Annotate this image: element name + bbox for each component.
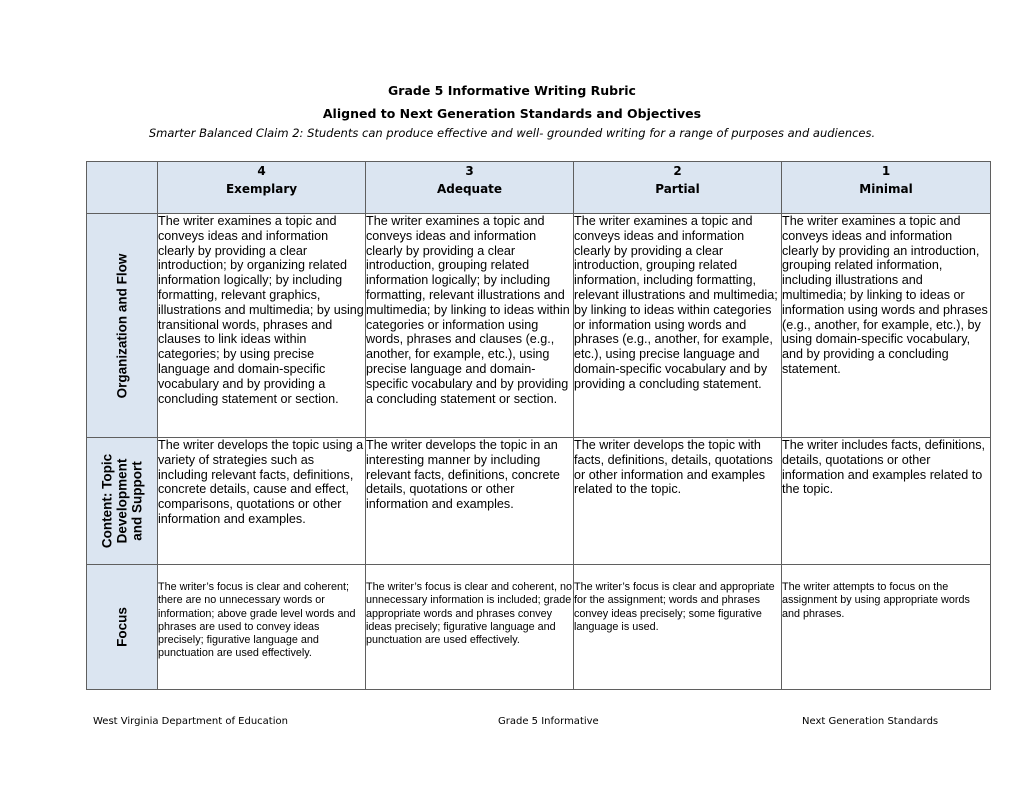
row-label-cell [87,438,158,565]
row-label-cell [87,214,158,438]
rubric-cell: The writer examines a topic and conveys ideas and information clearly by providing a clear introduction, grouping related information, including formatting, relevant illustrations and multimedia; by linking to ideas within categories or information using words and phrases (e.g., another, for example, etc.), using precise language and domain-specific vocabulary and by providing a concluding statement. [574,214,782,438]
column-score: 2 [673,164,682,178]
rubric-cell: The writer’s focus is clear and coherent; there are no unnecessary words or information; above grade level words and phrases are used to convey ideas precisely; figurative language and punctuation are used effectively. [158,565,366,690]
page-title: Grade 5 Informative Writing Rubric [388,83,636,98]
rubric-cell: The writer examines a topic and conveys ideas and information clearly by providing a clear introduction; by organizing related information logically; by including formatting, relevant graphics, illustrations and multimedia; by using transitional words, phrases and clauses to link ideas within categories; by using precise language and domain-specific vocabulary and by providing a concluding statement or section. [158,214,366,438]
rubric-table [86,161,991,690]
column-label: Exemplary [225,182,298,196]
row-label: Focus [114,607,130,647]
row-label [100,454,145,548]
column-label: Adequate [436,182,503,196]
column-header-2 [574,162,782,214]
rubric-row-organization [87,214,991,438]
rubric-cell: The writer attempts to focus on the assignment by using appropriate words and phrases. [782,565,991,690]
footer-center: Grade 5 Informative [498,716,599,727]
row-label: Organization and Flow [114,253,130,398]
column-score: 4 [257,164,266,178]
page-subtitle: Aligned to Next Generation Standards and Objectives [322,106,702,121]
column-score: 3 [465,164,474,178]
rubric-cell: The writer develops the topic with facts, definitions, details, quotations or other information and examples related to the topic. [574,438,782,565]
rubric-row-content [87,438,991,565]
row-label-line: Development [114,458,130,544]
corner-cell [87,162,158,214]
rubric-cell: The writer examines a topic and conveys ideas and information clearly by providing an introduction, grouping related information, including illustrations and multimedia; by linking to ideas or information using words and phrases (e.g., another, for example, etc.), by using domain-specific vocabulary, and by providing a concluding statement. [782,214,991,438]
row-label-line: and Support [129,461,145,541]
rubric-cell: The writer’s focus is clear and appropriate for the assignment; words and phrases convey ideas precisely; some figurative language is used. [574,565,782,690]
claim-statement: Smarter Balanced Claim 2: Students can produce effective and well- grounded writing for a range of purposes and audiences. [148,126,876,140]
column-header-3 [366,162,574,214]
column-header-1 [782,162,991,214]
rubric-cell: The writer’s focus is clear and coherent, no unnecessary information is included; grade appropriate words and phrases convey ideas precisely; figurative language and punctuation are used effectively. [366,565,574,690]
row-label-cell [87,565,158,690]
column-label: Partial [655,182,700,196]
column-header-4 [158,162,366,214]
footer-right: Next Generation Standards [802,716,939,727]
rubric-row-focus [87,565,991,690]
rubric-cell: The writer develops the topic in an interesting manner by including relevant facts, definitions, concrete details, quotations or other information and examples. [366,438,574,565]
footer-left: West Virginia Department of Education [93,716,288,727]
column-label: Minimal [859,182,913,196]
rubric-cell: The writer develops the topic using a variety of strategies such as including relevant facts, definitions, concrete details, cause and effect, comparisons, quotations or other information and examples. [158,438,366,565]
column-score: 1 [881,164,891,178]
row-label-line: Content: Topic [99,453,115,549]
rubric-header-row [87,162,991,214]
rubric-cell: The writer examines a topic and conveys ideas and information clearly by providing a clear introduction, grouping related information logically; by including formatting, relevant illustrations and multimedia; by linking to ideas within categories or information using words, phrases and clauses (e.g., another, for example, etc.), using precise language and domain-specific vocabulary and by providing a concluding statement or section. [366,214,574,438]
rubric-cell: The writer includes facts, definitions, details, quotations or other information and examples related to the topic. [782,438,991,565]
